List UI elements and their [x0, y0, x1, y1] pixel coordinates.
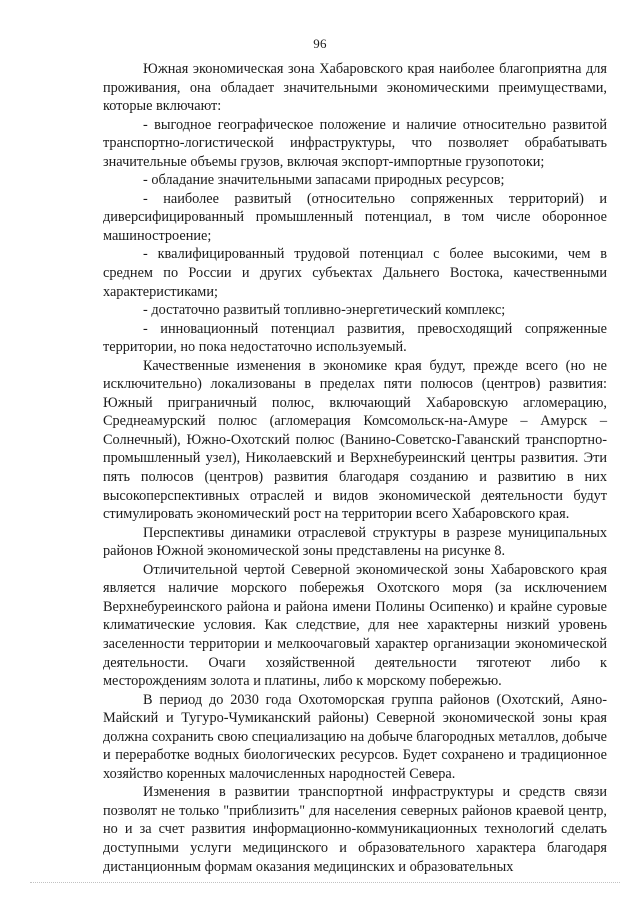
- paragraph-okhotsk-group: В период до 2030 года Охотоморская группа районов (Охотский, Аяно-Майский и Тугуро-Чумиканский районы) Северной экономической зоны края должна сохранить свою специализацию на добыче благородных металлов, добыче и переработке водных биологических ресурсов. Будет сохранено и традиционное хозяйство коренных малочисленных народностей Севера.: [103, 691, 607, 782]
- list-item: - достаточно развитый топливно-энергетический комплекс;: [143, 302, 506, 319]
- scan-artifact-line: [30, 882, 620, 883]
- list-item: - наиболее развитый (относительно сопряженных территорий) и диверсифицированный промышленный потенциал, в том числе оборонное машиностроение;: [103, 190, 607, 244]
- paragraph-northern-zone: Отличительной чертой Северной экономической зоны Хабаровского края является наличие морского побережья Охотского моря (за исключением Верхнебуреинского района и района имени Полины Осипенко) и крайне суровые климатические условия. Как следствие, для нее характерны низкий уровень заселенности территории и мелкоочаговый характер организации экономической деятельности. Очаги хозяйственной деятельности тяготеют либо к месторождениям золота и платины, либо к морскому побережью.: [103, 561, 607, 690]
- paragraph-development-poles: Качественные изменения в экономике края будут, прежде всего (но не исключительно) локализованы в пределах пяти полюсов (центров) развития: Южный приграничный полюс, включающий Хабаровскую агломерацию, Среднеамурский полюс (агломерация Комсомольск-на-Амуре – Амурск – Солнечный), Южно-Охотский полюс (Ванино-Советско-Гаванский транспортно-промышленный узел), Николаевский и Верхнебуреинский центры развития. Эти пять полюсов (центров) развития благодаря созданию и развитию в них высокоперспективных отраслей и видов экономической деятельности будут стимулировать экономический рост на территории всего Хабаровского края.: [103, 357, 607, 523]
- body-text: [103, 60, 607, 876]
- list-item: - выгодное географическое положение и наличие относительно развитой транспортно-логистической инфраструктуры, что позволяет обрабатывать значительные объемы грузов, включая экспорт-импортные грузопотоки;: [103, 116, 607, 170]
- paragraph-intro: Южная экономическая зона Хабаровского края наиболее благоприятна для проживания, она обладает значительными экономическими преимуществами, которые включают:: [103, 61, 607, 115]
- list-item: - обладание значительными запасами природных ресурсов;: [143, 172, 505, 189]
- paragraph-figure-reference: Перспективы динамики отраслевой структуры в разрезе муниципальных районов Южной экономической зоны представлены на рисунке 8.: [103, 524, 607, 560]
- page-number: 96: [313, 36, 327, 51]
- list-item: - квалифицированный трудовой потенциал с более высокими, чем в среднем по России и других субъектах Дальнего Востока, качественными характеристиками;: [103, 246, 607, 300]
- list-item: - инновационный потенциал развития, превосходящий сопряженные территории, но пока недостаточно используемый.: [103, 320, 607, 356]
- paragraph-transport-infrastructure: Изменения в развитии транспортной инфраструктуры и средств связи позволят не только "приблизить" для населения северных районов краевой центр, но и за счет развития информационно-коммуникационных технологий сделать доступными услуги медицинского и образовательного характера благодаря дистанционным формам оказания медицинских и образовательных: [103, 784, 607, 875]
